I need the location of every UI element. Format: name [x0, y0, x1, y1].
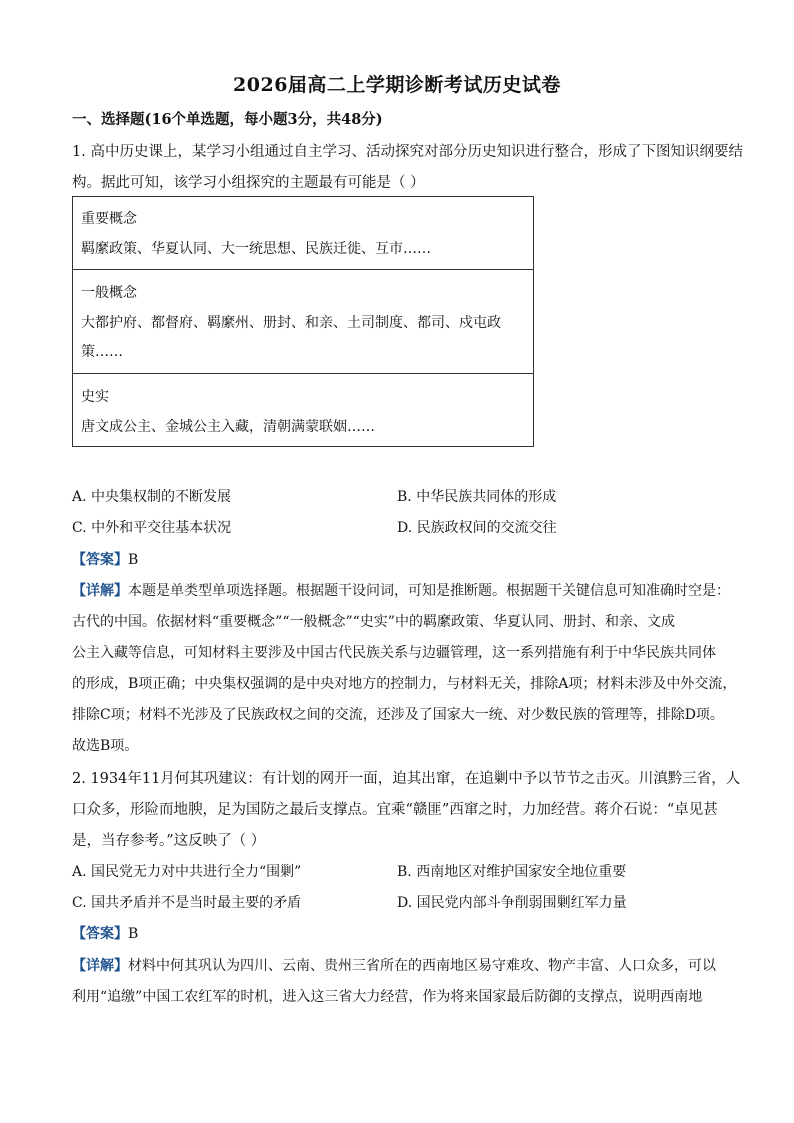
q2-answer	[72, 923, 138, 943]
section-heading: 一、选择题(16个单选题，每小题3分，共48分)	[72, 111, 383, 128]
table-row-content: 大都护府、都督府、羁縻州、册封、和亲、土司制度、都司、戍屯政	[81, 315, 501, 331]
q1-detail-line5: 排除C项；材料不光涉及了民族政权之间的交流，还涉及了国家大一统、对少数民族的管理等，排除D项。	[72, 707, 724, 723]
knowledge-outline-table	[72, 196, 534, 447]
table-row-content: 羁縻政策、华夏认同、大一统思想、民族迁徙、互市……	[81, 241, 431, 257]
q1-detail-line3: 公主入藏等信息，可知材料主要涉及中国古代民族关系与边疆管理，这一系列措施有利于中华民族共同体	[72, 645, 716, 661]
detail-text: 本题是单类型单项选择题。根据题干设问词，可知是推断题。根据题干关键信息可知准确时空是：	[128, 583, 730, 599]
q2-stem-line3: 是，当存参考。”这反映了（ ）	[72, 833, 266, 849]
table-row-historical-facts	[73, 374, 533, 446]
q2-stem-line2: 口众多，形险而地腴，足为国防之最后支撑点。宜乘“赣匪”西窜之时，力加经营。蒋介石说：“卓见甚	[72, 802, 718, 818]
q1-detail-line2: 古代的中国。依据材料“重要概念”“一般概念”“史实”中的羁縻政策、华夏认同、册封、和亲、文成	[72, 614, 675, 630]
table-row-heading: 史实	[81, 389, 109, 405]
q1-option-a: A. 中央集权制的不断发展	[72, 489, 232, 505]
table-row-heading: 重要概念	[81, 211, 137, 227]
q2-option-d: D. 国民党内部斗争削弱围剿红军力量	[397, 895, 627, 911]
table-row-content: 唐文成公主、金城公主入藏，清朝满蒙联姻……	[81, 419, 375, 435]
detail-tag: 【详解】	[72, 958, 128, 974]
page-title: 2026届高二上学期诊断考试历史试卷	[233, 74, 561, 96]
q2-detail-line2: 利用“追缴”中国工农红军的时机，进入这三省大力经营，作为将来国家最后防御的支撑点，说明西南地	[72, 989, 703, 1005]
q1-stem-line1: 1. 高中历史课上，某学习小组通过自主学习、活动探究对部分历史知识进行整合，形成了下图知识纲要结	[72, 144, 743, 160]
q1-detail-line6: 故选B项。	[72, 738, 139, 754]
detail-text: 材料中何其巩认为四川、云南、贵州三省所在的西南地区易守难攻、物产丰富、人口众多，可以	[128, 958, 716, 974]
answer-tag: 【答案】	[72, 552, 128, 568]
table-row-heading: 一般概念	[81, 285, 137, 301]
detail-tag: 【详解】	[72, 583, 128, 599]
q1-answer	[72, 549, 138, 569]
answer-value: B	[128, 926, 139, 942]
q2-option-a: A. 国民党无力对中共进行全力“围剿”	[72, 864, 302, 880]
q1-option-c: C. 中外和平交往基本状况	[72, 520, 232, 536]
table-row-important-concepts	[73, 197, 533, 270]
q1-stem-line2: 构。据此可知，该学习小组探究的主题最有可能是（ ）	[72, 175, 425, 191]
q2-option-c: C. 国共矛盾并不是当时最主要的矛盾	[72, 895, 302, 911]
q1-detail-line1	[72, 580, 732, 600]
q2-stem-line1: 2. 1934年11月何其巩建议：有计划的网开一面，迫其出窜，在追剿中予以节节之击灭。川滇黔三省，人	[72, 771, 741, 787]
q2-option-b: B. 西南地区对维护国家安全地位重要	[397, 864, 627, 880]
q1-option-d: D. 民族政权间的交流交往	[397, 520, 557, 536]
table-row-general-concepts	[73, 270, 533, 374]
table-row-content: 策……	[81, 344, 123, 360]
answer-tag: 【答案】	[72, 926, 128, 942]
answer-value: B	[128, 552, 139, 568]
q1-detail-line4: 的形成，B项正确；中央集权强调的是中央对地方的控制力，与材料无关，排除A项；材料未涉及中外交流，	[72, 676, 737, 692]
q1-option-b: B. 中华民族共同体的形成	[397, 489, 557, 505]
q2-detail-line1	[72, 955, 732, 975]
